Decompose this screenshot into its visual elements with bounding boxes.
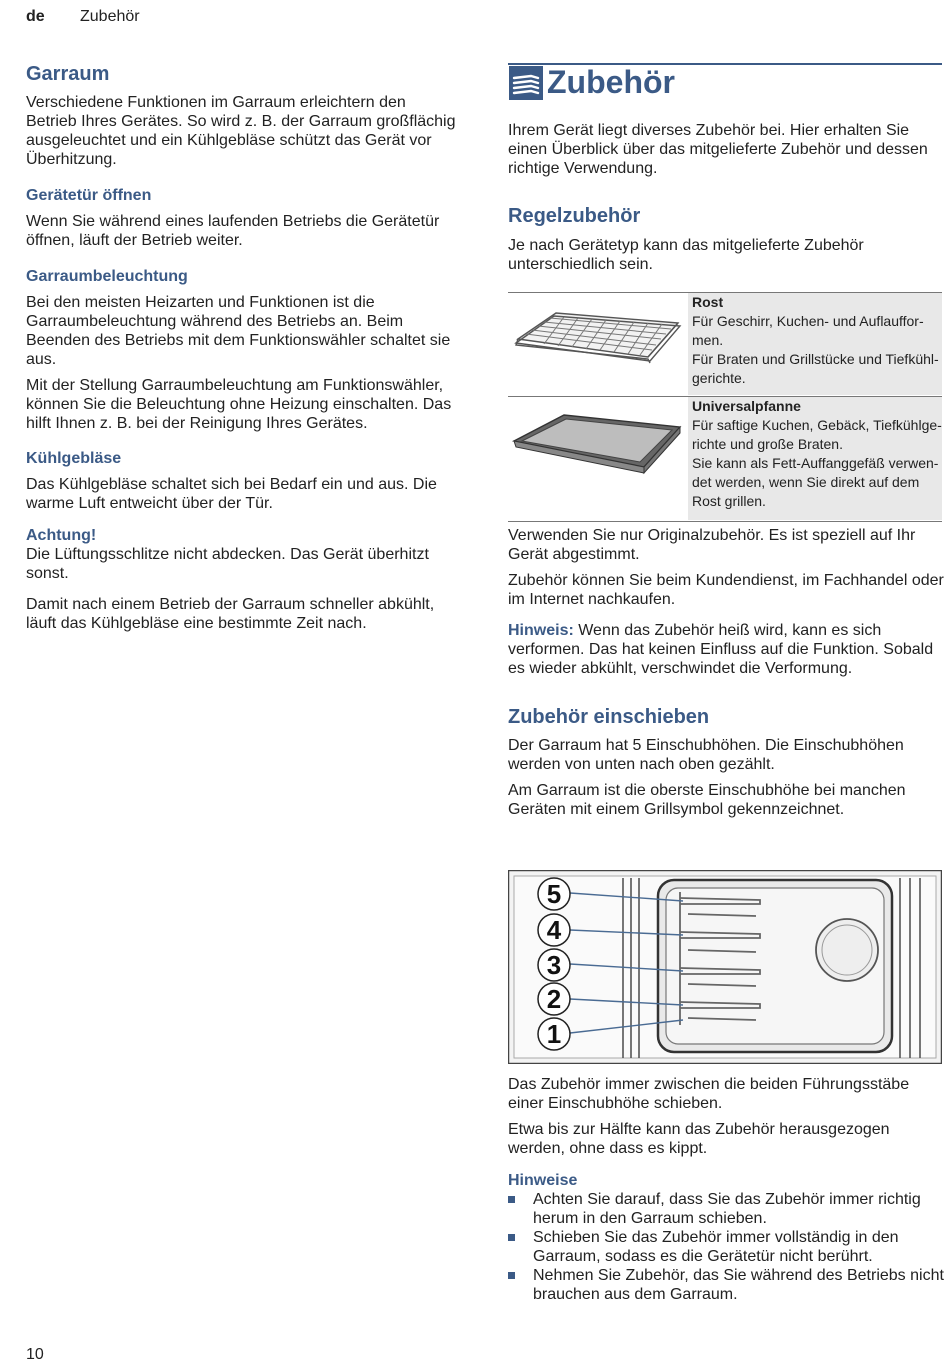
- product-line: Rost grillen.: [692, 493, 766, 509]
- shelf-level-label: 4: [546, 915, 562, 945]
- page-number: 10: [26, 1346, 44, 1363]
- beleuchtung-heading: Garraumbeleuchtung: [26, 268, 188, 285]
- product-line: men.: [692, 332, 724, 348]
- right-column-bottom: [508, 1075, 944, 1304]
- list-item-text: Achten Sie darauf, dass Sie das Zubehör immer richtig herum in den Garraum schieben.: [533, 1191, 921, 1227]
- kuehl-heading: Kühlgebläse: [26, 450, 122, 467]
- accessory-table: [508, 292, 942, 522]
- garraum-paragraph: Verschiedene Funktionen im Garraum erleichtern den Betrieb Ihres Gerätes. So wird z. B. der Garraum großflächig ausgeleuchtet und ein Kühlgebläse schützt das Gerät vor Überhitzung.: [26, 94, 456, 168]
- product-name: Rost: [692, 294, 724, 310]
- bullet-square-icon: [508, 1234, 515, 1241]
- product-name: Universalpfanne: [692, 398, 801, 414]
- right-column-middle: [508, 526, 944, 819]
- after-figure-paragraph-2: Etwa bis zur Hälfte kann das Zubehör herausgezogen werden, ohne dass es kippt.: [508, 1121, 890, 1157]
- product-line: Für Geschirr, Kuchen- und Auflauffor-: [692, 313, 924, 329]
- product-line: Für saftige Kuchen, Gebäck, Tiefkühlge-: [692, 417, 942, 433]
- regelzubehoer-paragraph: Je nach Gerätetyp kann das mitgelieferte Zubehör unterschiedlich sein.: [508, 237, 864, 273]
- product-line: gerichte.: [692, 370, 746, 386]
- hinweis-text: Wenn das Zubehör heiß wird, kann es sich verformen. Das hat keinen Einfluss auf die Funktion. Sobald es wieder abkühlt, verschwindet die Verformung.: [508, 622, 934, 677]
- kuehl-paragraph: Das Kühlgebläse schaltet sich bei Bedarf ein und aus. Die warme Luft entweicht über der Tür.: [26, 476, 437, 512]
- kuehl-paragraph-2: Damit nach einem Betrieb der Garraum schneller abkühlt, läuft das Kühlgebläse eine bestimmte Zeit nach.: [26, 596, 435, 632]
- left-column: [26, 62, 456, 633]
- universal-pan-image: [508, 397, 688, 520]
- after-figure-paragraph-1: Das Zubehör immer zwischen die beiden Führungsstäbe einer Einschubhöhe schieben.: [508, 1076, 910, 1112]
- beleuchtung-paragraph-2: Mit der Stellung Garraumbeleuchtung am Funktionswähler, können Sie die Beleuchtung ohne Heizung einschalten. Das hilft Ihnen z. B. bei der Reinigung Ihres Gerätes.: [26, 377, 452, 432]
- hinweis-paragraph: [508, 621, 944, 678]
- einschieben-paragraph-2: Am Garraum ist die oberste Einschubhöhe bei manchen Geräten mit einem Grillsymbol gekennzeichnet.: [508, 782, 906, 818]
- hinweise-list: [508, 1190, 944, 1304]
- table-row: [508, 293, 942, 395]
- bullet-square-icon: [508, 1196, 515, 1203]
- kaufen-paragraph: Zubehör können Sie beim Kundendienst, im Fachhandel oder im Internet nachkaufen.: [508, 572, 944, 608]
- hinweise-heading: Hinweise: [508, 1172, 578, 1189]
- universal-pan-description: [688, 397, 942, 520]
- original-paragraph: Verwenden Sie nur Originalzubehör. Es ist speziell auf Ihr Gerät abgestimmt.: [508, 527, 916, 563]
- intro-paragraph: Ihrem Gerät liegt diverses Zubehör bei. Hier erhalten Sie einen Überblick über das mitgelieferte Zubehör und dessen richtige Verwendung.: [508, 122, 928, 177]
- garraum-heading: Garraum: [26, 63, 110, 85]
- list-item: [508, 1228, 944, 1266]
- product-line: richte und große Braten.: [692, 436, 843, 452]
- wire-rack-description: [688, 293, 942, 395]
- list-item: [508, 1190, 944, 1228]
- list-item-text: Nehmen Sie Zubehör, das Sie während des Betriebs nicht brauchen aus dem Garraum.: [533, 1267, 944, 1303]
- achtung-heading: Achtung!: [26, 527, 97, 544]
- header-section-title: Zubehör: [80, 8, 140, 25]
- page-title: Zubehör: [547, 64, 675, 100]
- table-row: [508, 397, 942, 520]
- shelf-level-label: 1: [546, 1019, 562, 1049]
- beleuchtung-paragraph-1: Bei den meisten Heizarten und Funktionen ist die Garraumbeleuchtung während des Betriebs an. Beim Beenden des Betriebs mit dem Funktionswähler schaltet sie aus.: [26, 294, 451, 368]
- product-line: det werden, wenn Sie direkt auf dem: [692, 474, 920, 490]
- product-line: Für Braten und Grillstücke und Tiefkühl-: [692, 351, 939, 367]
- bullet-square-icon: [508, 1272, 515, 1279]
- tuer-paragraph: Wenn Sie während eines laufenden Betriebs die Gerätetür öffnen, läuft der Betrieb weiter.: [26, 213, 440, 249]
- shelf-level-label: 2: [546, 984, 562, 1014]
- shelf-level-label: 5: [546, 879, 562, 909]
- regelzubehoer-heading: Regelzubehör: [508, 205, 641, 227]
- language-code: de: [26, 8, 45, 25]
- product-line: Sie kann als Fett-Auffanggefäß verwen-: [692, 455, 939, 471]
- right-column-top: [508, 121, 944, 274]
- hinweis-label: Hinweis:: [508, 622, 574, 639]
- list-item: [508, 1266, 944, 1304]
- tuer-heading: Gerätetür öffnen: [26, 187, 152, 204]
- einschieben-paragraph-1: Der Garraum hat 5 Einschubhöhen. Die Einschubhöhen werden von unten nach oben gezählt.: [508, 737, 904, 773]
- wire-rack-image: [508, 293, 688, 395]
- shelf-level-label: 3: [546, 950, 562, 980]
- achtung-paragraph: Die Lüftungsschlitze nicht abdecken. Das Gerät überhitzt sonst.: [26, 546, 429, 582]
- accessories-chapter-icon: [509, 66, 543, 100]
- list-item-text: Schieben Sie das Zubehör immer vollständig in den Garraum, sodass es die Gerätetür nicht berührt.: [533, 1229, 899, 1265]
- oven-shelf-levels-figure: [508, 870, 942, 1064]
- einschieben-heading: Zubehör einschieben: [508, 706, 710, 728]
